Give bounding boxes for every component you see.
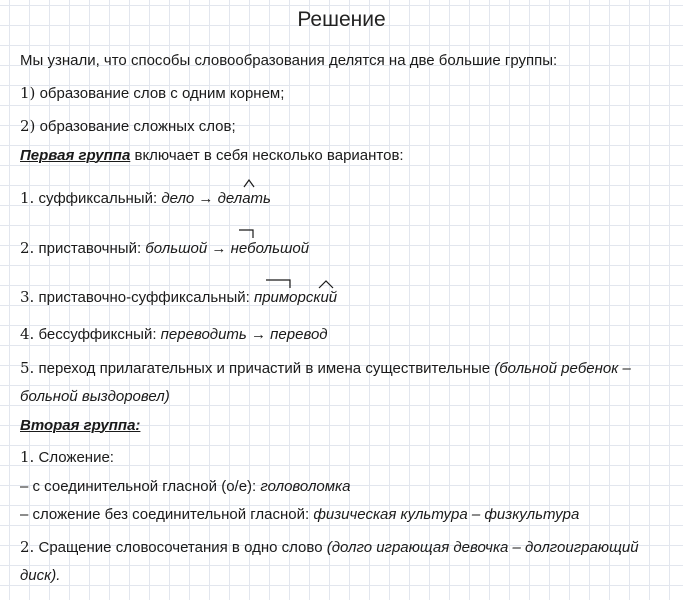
example-text: диск). <box>20 567 61 584</box>
example-to: небольшой <box>230 240 310 257</box>
item-text: бессуффиксный: <box>38 326 157 343</box>
item-text: приставочный: <box>38 240 142 257</box>
example-word: головоломка <box>260 478 351 495</box>
first-group-text: включает в себя несколько вариантов: <box>134 147 404 164</box>
example-word: физическая культура – физкультура <box>313 506 580 523</box>
dash: – <box>20 506 29 523</box>
first-group-label: Первая группа <box>20 147 131 164</box>
arrow-icon: → <box>211 240 227 257</box>
first-group-heading <box>20 146 404 166</box>
item-number: 5. <box>20 359 35 377</box>
second-group-subitem <box>20 505 579 525</box>
item-text: Сращение словосочетания в одно слово <box>38 539 323 556</box>
example-word: приморский <box>253 289 338 306</box>
arrow-icon: → <box>250 326 266 343</box>
item-text: сложение без соединительной гласной: <box>32 506 310 523</box>
item-number: 1. <box>20 189 35 207</box>
second-group-label: Вторая группа: <box>20 417 141 434</box>
list-text: образование слов с одним корнем; <box>39 85 285 102</box>
item-text: с соединительной гласной (о/е): <box>32 478 257 495</box>
intro-sentence: Мы узнали, что способы словообразования делятся на две большие группы: <box>20 52 558 69</box>
item-number: 2. <box>20 538 35 556</box>
first-group-item <box>20 238 309 259</box>
page-title: Решение <box>297 8 386 31</box>
example-text: (долго играющая девочка – долгоиграющий <box>326 539 639 556</box>
second-group-subitem <box>20 477 350 497</box>
item-number: 1. <box>20 448 35 466</box>
second-group-item <box>20 447 114 468</box>
first-group-item <box>20 324 328 345</box>
second-group-heading <box>20 416 140 436</box>
example-from: переводить <box>160 326 247 343</box>
intro-text <box>20 51 557 71</box>
list-text: образование сложных слов; <box>39 118 236 135</box>
item-number: 3. <box>20 288 35 306</box>
first-group-item <box>20 287 337 308</box>
first-group-item <box>20 358 631 379</box>
first-group-item-continuation <box>20 387 170 407</box>
item-text: Сложение: <box>38 449 114 466</box>
example-text: больной выздоровел) <box>20 388 170 405</box>
item-text: суффиксальный: <box>38 190 158 207</box>
example-from: большой <box>145 240 208 257</box>
example-to: делать <box>217 190 271 207</box>
item-number: 2. <box>20 239 35 257</box>
first-group-item <box>20 188 271 209</box>
arrow-icon: → <box>198 190 214 207</box>
group-list-item <box>20 116 236 137</box>
second-group-item <box>20 537 639 558</box>
item-number: 4. <box>20 325 35 343</box>
list-number: 1) <box>20 84 36 102</box>
item-text: переход прилагательных и причастий в имена существительные <box>38 360 491 377</box>
second-group-item-continuation <box>20 566 60 586</box>
dash: – <box>20 478 29 495</box>
example-from: дело <box>161 190 195 207</box>
list-number: 2) <box>20 117 36 135</box>
example-text: (больной ребенок – <box>494 360 631 377</box>
example-to: перевод <box>270 326 328 343</box>
item-text: приставочно-суффиксальный: <box>38 289 250 306</box>
group-list-item <box>20 83 284 104</box>
